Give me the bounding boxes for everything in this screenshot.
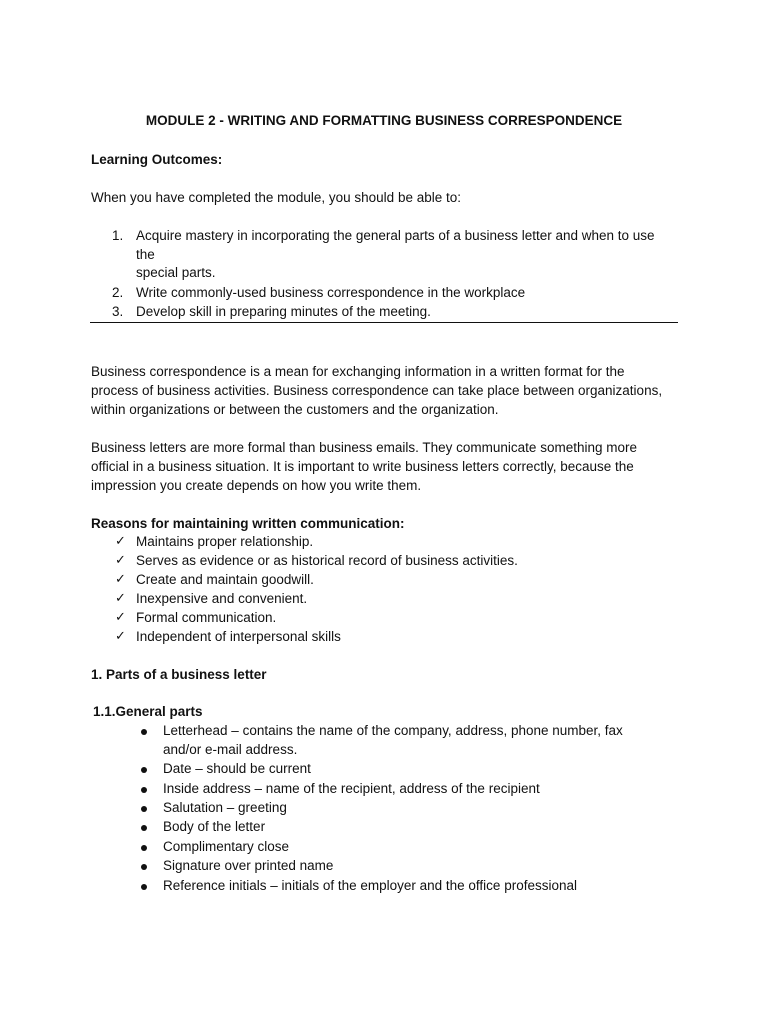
outcome-text: special parts. (136, 265, 216, 280)
paragraph-line: process of business activities. Business correspondence can take place between organizations, (91, 383, 663, 398)
checkmark-icon: ✓ (115, 591, 126, 606)
learning-outcomes-intro: When you have completed the module, you should be able to: (91, 190, 461, 205)
outcome-text: Acquire mastery in incorporating the general parts of a business letter and when to use (136, 228, 655, 243)
list-item: Inside address – name of the recipient, address of the recipient (163, 781, 540, 796)
checklist-item: Create and maintain goodwill. (136, 572, 314, 587)
bullet-icon (141, 825, 147, 831)
page-title: MODULE 2 - WRITING AND FORMATTING BUSINESS CORRESPONDENCE (145, 113, 623, 128)
list-item: Body of the letter (163, 819, 266, 834)
outcome-text: the (136, 247, 155, 262)
list-item: Complimentary close (163, 839, 290, 854)
bullet-icon (141, 884, 147, 890)
subsection-heading: 1.1.General parts (93, 704, 203, 719)
bullet-icon (141, 787, 147, 793)
bullet-icon (141, 845, 147, 851)
outcome-text: Develop skill in preparing minutes of the meeting. (136, 304, 431, 319)
checkmark-icon: ✓ (115, 610, 126, 625)
list-item: Letterhead – contains the name of the company, address, phone number, fax (163, 723, 623, 738)
paragraph-line: Business letters are more formal than business emails. They communicate something more (91, 440, 637, 455)
list-item: Reference initials – initials of the employer and the office professional (163, 878, 577, 893)
paragraph-line: impression you create depends on how you write them. (91, 478, 422, 493)
outcome-number: 1. (112, 228, 124, 243)
bullet-icon (141, 729, 147, 735)
checkmark-icon: ✓ (115, 534, 126, 549)
checkmark-icon: ✓ (115, 572, 126, 587)
paragraph-line: official in a business situation. It is important to write business letters correctly, because the (91, 459, 634, 474)
list-item: Salutation – greeting (163, 800, 287, 815)
paragraph-line: within organizations or between the customers and the organization. (91, 402, 499, 417)
list-item: Signature over printed name (163, 858, 334, 873)
checklist-item: Independent of interpersonal skills (136, 629, 341, 644)
outcome-number: 3. (112, 304, 124, 319)
list-item: and/or e-mail address. (163, 742, 298, 757)
learning-outcomes-heading: Learning Outcomes: (91, 152, 223, 167)
outcome-text: Write commonly-used business correspondence in the workplace (136, 285, 526, 300)
list-item: Date – should be current (163, 761, 311, 776)
reasons-heading: Reasons for maintaining written communication: (91, 516, 405, 531)
bullet-icon (141, 806, 147, 812)
bullet-icon (141, 864, 147, 870)
horizontal-divider (90, 322, 678, 323)
checklist-item: Formal communication. (136, 610, 277, 625)
bullet-icon (141, 767, 147, 773)
section-heading: 1. Parts of a business letter (91, 667, 267, 682)
checkmark-icon: ✓ (115, 553, 126, 568)
paragraph-line: Business correspondence is a mean for exchanging information in a written format for the (91, 364, 625, 379)
checklist-item: Serves as evidence or as historical record of business activities. (136, 553, 518, 568)
checklist-item: Maintains proper relationship. (136, 534, 314, 549)
outcome-number: 2. (112, 285, 124, 300)
checklist-item: Inexpensive and convenient. (136, 591, 308, 606)
checkmark-icon: ✓ (115, 629, 126, 644)
